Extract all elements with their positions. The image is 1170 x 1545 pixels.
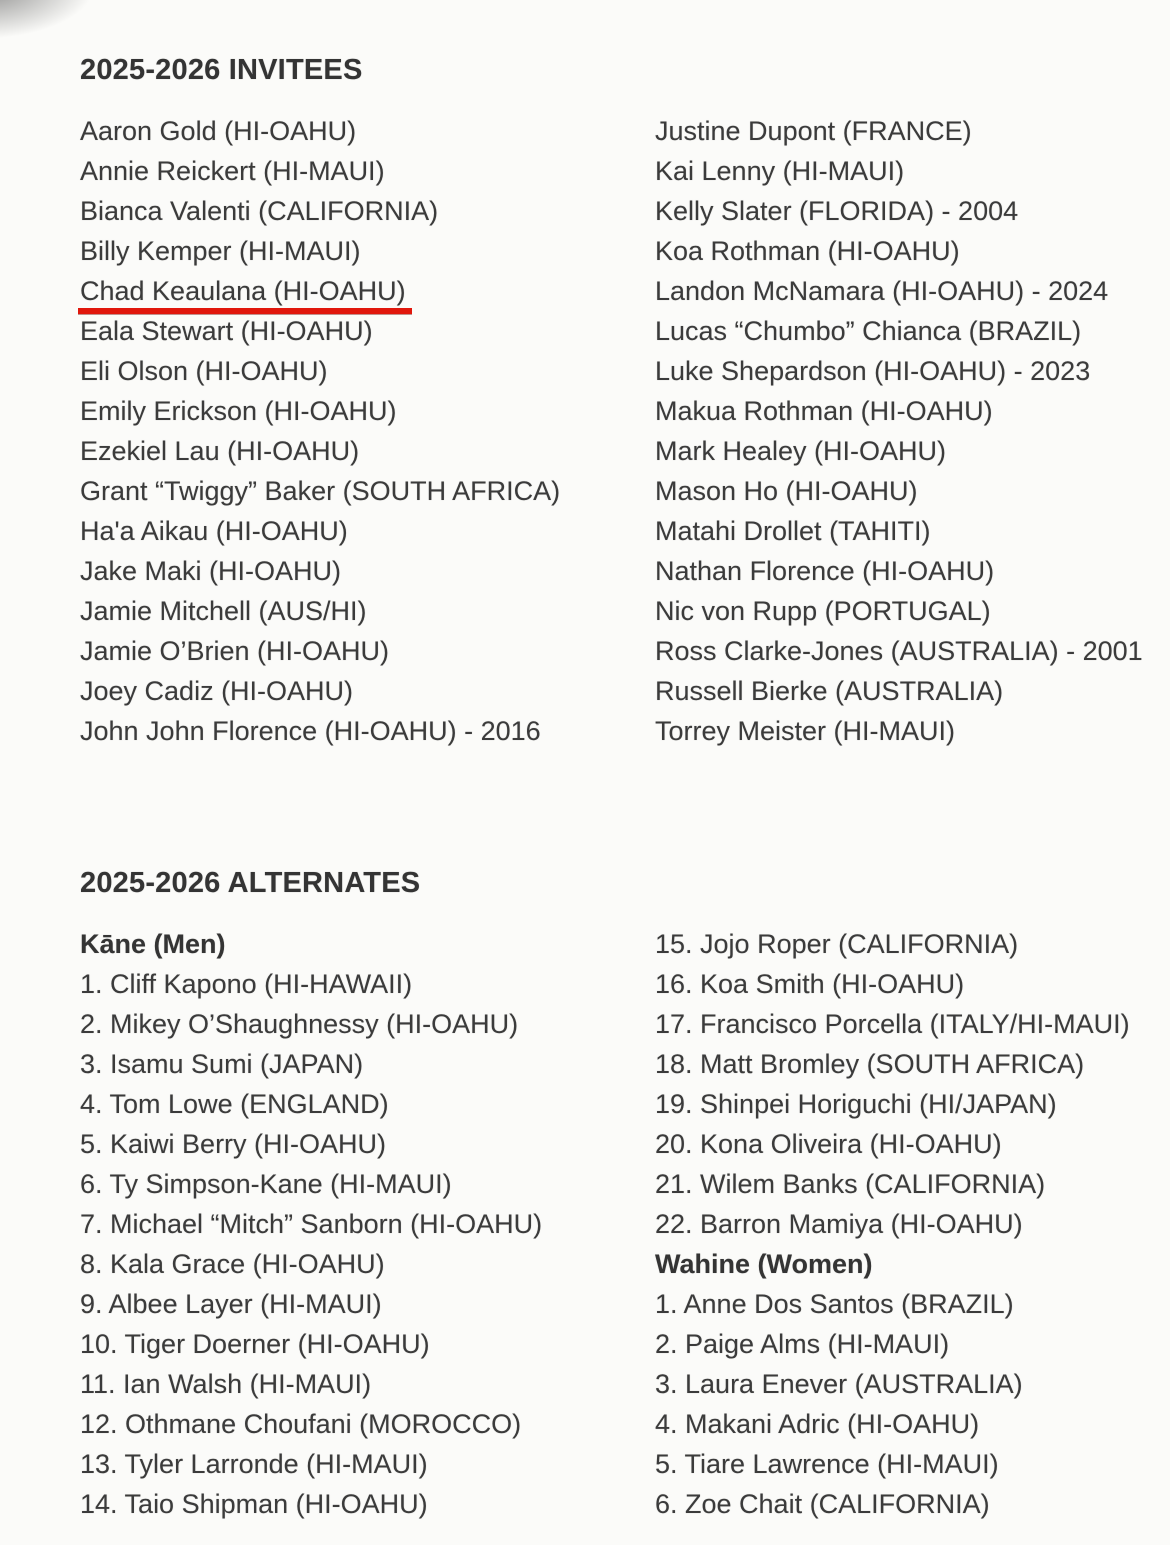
entry-text: Nathan Florence (HI-OAHU) <box>655 556 995 586</box>
entry-text: Makua Rothman (HI-OAHU) <box>655 396 993 426</box>
roster-entry <box>80 1404 655 1444</box>
alternates-section-title: 2025-2026 ALTERNATES <box>80 867 421 899</box>
roster-entry <box>80 271 655 311</box>
entry-text: Emily Erickson (HI-OAHU) <box>80 396 397 426</box>
entry-text: 16. Koa Smith (HI-OAHU) <box>655 969 965 999</box>
entry-text: Jake Maki (HI-OAHU) <box>80 556 342 586</box>
roster-entry <box>655 231 1143 271</box>
entry-text: Kelly Slater (FLORIDA) - 2004 <box>655 196 1019 226</box>
roster-entry <box>80 111 655 151</box>
roster-entry <box>655 271 1143 311</box>
group-heading <box>80 924 655 964</box>
entry-text: Landon McNamara (HI-OAHU) - 2024 <box>655 276 1109 306</box>
entry-text: 6. Ty Simpson-Kane (HI-MAUI) <box>80 1169 452 1199</box>
entry-text: Mark Healey (HI-OAHU) <box>655 436 947 466</box>
roster-entry <box>655 1124 1140 1164</box>
roster-entry <box>80 151 655 191</box>
roster-entry <box>655 711 1143 751</box>
roster-entry <box>80 351 655 391</box>
entry-text: 11. Ian Walsh (HI-MAUI) <box>80 1369 372 1399</box>
roster-entry <box>80 1484 655 1524</box>
entry-text: Jamie Mitchell (AUS/HI) <box>80 596 367 626</box>
document-content <box>80 0 1143 1524</box>
entry-text: Joey Cadiz (HI-OAHU) <box>80 676 354 706</box>
roster-entry <box>80 711 655 751</box>
roster-entry <box>80 1204 655 1244</box>
roster-entry <box>655 924 1140 964</box>
entry-text: Eli Olson (HI-OAHU) <box>80 356 328 386</box>
roster-entry <box>655 351 1143 391</box>
roster-entry <box>80 671 655 711</box>
roster-entry <box>80 391 655 431</box>
roster-entry <box>655 151 1143 191</box>
roster-entry <box>80 1444 655 1484</box>
roster-entry <box>80 311 655 351</box>
entry-text: 22. Barron Mamiya (HI-OAHU) <box>655 1209 1023 1239</box>
invitees-section-title: 2025-2026 INVITEES <box>80 54 363 86</box>
underlined-entry-text: Chad Keaulana (HI-OAHU) <box>78 276 412 314</box>
entry-text: Eala Stewart (HI-OAHU) <box>80 316 373 346</box>
roster-entry <box>80 471 655 511</box>
entry-text: Koa Rothman (HI-OAHU) <box>655 236 960 266</box>
entry-text: Lucas “Chumbo” Chianca (BRAZIL) <box>655 316 1082 346</box>
roster-entry <box>655 1164 1140 1204</box>
roster-entry <box>655 964 1140 1004</box>
entry-text: 21. Wilem Banks (CALIFORNIA) <box>655 1169 1046 1199</box>
entry-text: 1. Anne Dos Santos (BRAZIL) <box>655 1289 1014 1319</box>
roster-entry <box>655 191 1143 231</box>
entry-text: 4. Makani Adric (HI-OAHU) <box>655 1409 980 1439</box>
roster-entry <box>655 1324 1140 1364</box>
roster-entry <box>80 1284 655 1324</box>
entry-text: 19. Shinpei Horiguchi (HI/JAPAN) <box>655 1089 1057 1119</box>
entry-text: Aaron Gold (HI-OAHU) <box>80 116 357 146</box>
roster-entry <box>655 1444 1140 1484</box>
roster-entry <box>80 631 655 671</box>
entry-text: 13. Tyler Larronde (HI-MAUI) <box>80 1449 428 1479</box>
group-heading-text: Kāne (Men) <box>80 929 226 959</box>
alternates-roster <box>80 924 1140 1524</box>
entry-text: Jamie O’Brien (HI-OAHU) <box>80 636 390 666</box>
entry-text: 2. Paige Alms (HI-MAUI) <box>655 1329 950 1359</box>
entry-text: Matahi Drollet (TAHITI) <box>655 516 931 546</box>
group-heading <box>655 1244 1140 1284</box>
roster-entry <box>655 631 1143 671</box>
roster-entry <box>655 1404 1140 1444</box>
roster-entry <box>80 964 655 1004</box>
roster-entry <box>80 1044 655 1084</box>
entry-text: 18. Matt Bromley (SOUTH AFRICA) <box>655 1049 1085 1079</box>
entry-text: Ha'a Aikau (HI-OAHU) <box>80 516 348 546</box>
roster-entry <box>655 671 1143 711</box>
entry-text: 9. Albee Layer (HI-MAUI) <box>80 1289 382 1319</box>
entry-text: Nic von Rupp (PORTUGAL) <box>655 596 991 626</box>
roster-entry <box>80 591 655 631</box>
entry-text: Ezekiel Lau (HI-OAHU) <box>80 436 360 466</box>
entry-text: 5. Tiare Lawrence (HI-MAUI) <box>655 1449 999 1479</box>
roster-entry <box>80 231 655 271</box>
roster-entry <box>655 431 1143 471</box>
entry-text: 3. Isamu Sumi (JAPAN) <box>80 1049 364 1079</box>
entry-text: Russell Bierke (AUSTRALIA) <box>655 676 1004 706</box>
roster-entry <box>655 1284 1140 1324</box>
roster-entry <box>80 1004 655 1044</box>
roster-entry <box>655 511 1143 551</box>
entry-text: Mason Ho (HI-OAHU) <box>655 476 918 506</box>
roster-entry <box>655 1484 1140 1524</box>
roster-entry <box>80 1324 655 1364</box>
roster-entry <box>80 1084 655 1124</box>
entry-text: Luke Shepardson (HI-OAHU) - 2023 <box>655 356 1091 386</box>
roster-entry <box>80 1164 655 1204</box>
roster-entry <box>655 1364 1140 1404</box>
entry-text: John John Florence (HI-OAHU) - 2016 <box>80 716 541 746</box>
entry-text: 20. Kona Oliveira (HI-OAHU) <box>655 1129 1002 1159</box>
roster-entry <box>80 1124 655 1164</box>
entry-text: Bianca Valenti (CALIFORNIA) <box>80 196 439 226</box>
entry-text: 2. Mikey O’Shaughnessy (HI-OAHU) <box>80 1009 519 1039</box>
entry-text: Kai Lenny (HI-MAUI) <box>655 156 905 186</box>
entry-text: 15. Jojo Roper (CALIFORNIA) <box>655 929 1019 959</box>
entry-text: 14. Taio Shipman (HI-OAHU) <box>80 1489 428 1519</box>
roster-entry <box>655 1084 1140 1124</box>
entry-text: 1. Cliff Kapono (HI-HAWAII) <box>80 969 413 999</box>
entry-text: 4. Tom Lowe (ENGLAND) <box>80 1089 389 1119</box>
invitees-roster <box>80 111 1143 751</box>
roster-entry <box>655 471 1143 511</box>
entry-text: Annie Reickert (HI-MAUI) <box>80 156 385 186</box>
roster-entry <box>80 551 655 591</box>
alternates-left-column <box>80 924 655 1524</box>
roster-entry <box>80 1244 655 1284</box>
entry-text: 8. Kala Grace (HI-OAHU) <box>80 1249 385 1279</box>
invitees-left-column <box>80 111 655 751</box>
roster-entry <box>80 191 655 231</box>
roster-entry <box>655 1204 1140 1244</box>
entry-text: 7. Michael “Mitch” Sanborn (HI-OAHU) <box>80 1209 543 1239</box>
roster-entry <box>655 1044 1140 1084</box>
alternates-right-column <box>655 924 1140 1524</box>
group-heading-text: Wahine (Women) <box>655 1249 873 1279</box>
entry-text: Billy Kemper (HI-MAUI) <box>80 236 361 266</box>
entry-text: 3. Laura Enever (AUSTRALIA) <box>655 1369 1023 1399</box>
entry-text: Justine Dupont (FRANCE) <box>655 116 972 146</box>
entry-text: 10. Tiger Doerner (HI-OAHU) <box>80 1329 430 1359</box>
roster-entry <box>655 551 1143 591</box>
roster-entry <box>80 511 655 551</box>
entry-text: 12. Othmane Choufani (MOROCCO) <box>80 1409 522 1439</box>
roster-entry <box>655 391 1143 431</box>
entry-text: 17. Francisco Porcella (ITALY/HI-MAUI) <box>655 1009 1130 1039</box>
entry-text: Torrey Meister (HI-MAUI) <box>655 716 956 746</box>
invitees-right-column <box>655 111 1143 751</box>
entry-text: 6. Zoe Chait (CALIFORNIA) <box>655 1489 990 1519</box>
entry-text: Ross Clarke-Jones (AUSTRALIA) - 2001 <box>655 636 1143 666</box>
roster-entry <box>655 1004 1140 1044</box>
roster-entry <box>655 111 1143 151</box>
roster-entry <box>655 591 1143 631</box>
roster-entry <box>655 311 1143 351</box>
roster-entry <box>80 1364 655 1404</box>
roster-entry <box>80 431 655 471</box>
entry-text: Grant “Twiggy” Baker (SOUTH AFRICA) <box>80 476 561 506</box>
entry-text: 5. Kaiwi Berry (HI-OAHU) <box>80 1129 387 1159</box>
